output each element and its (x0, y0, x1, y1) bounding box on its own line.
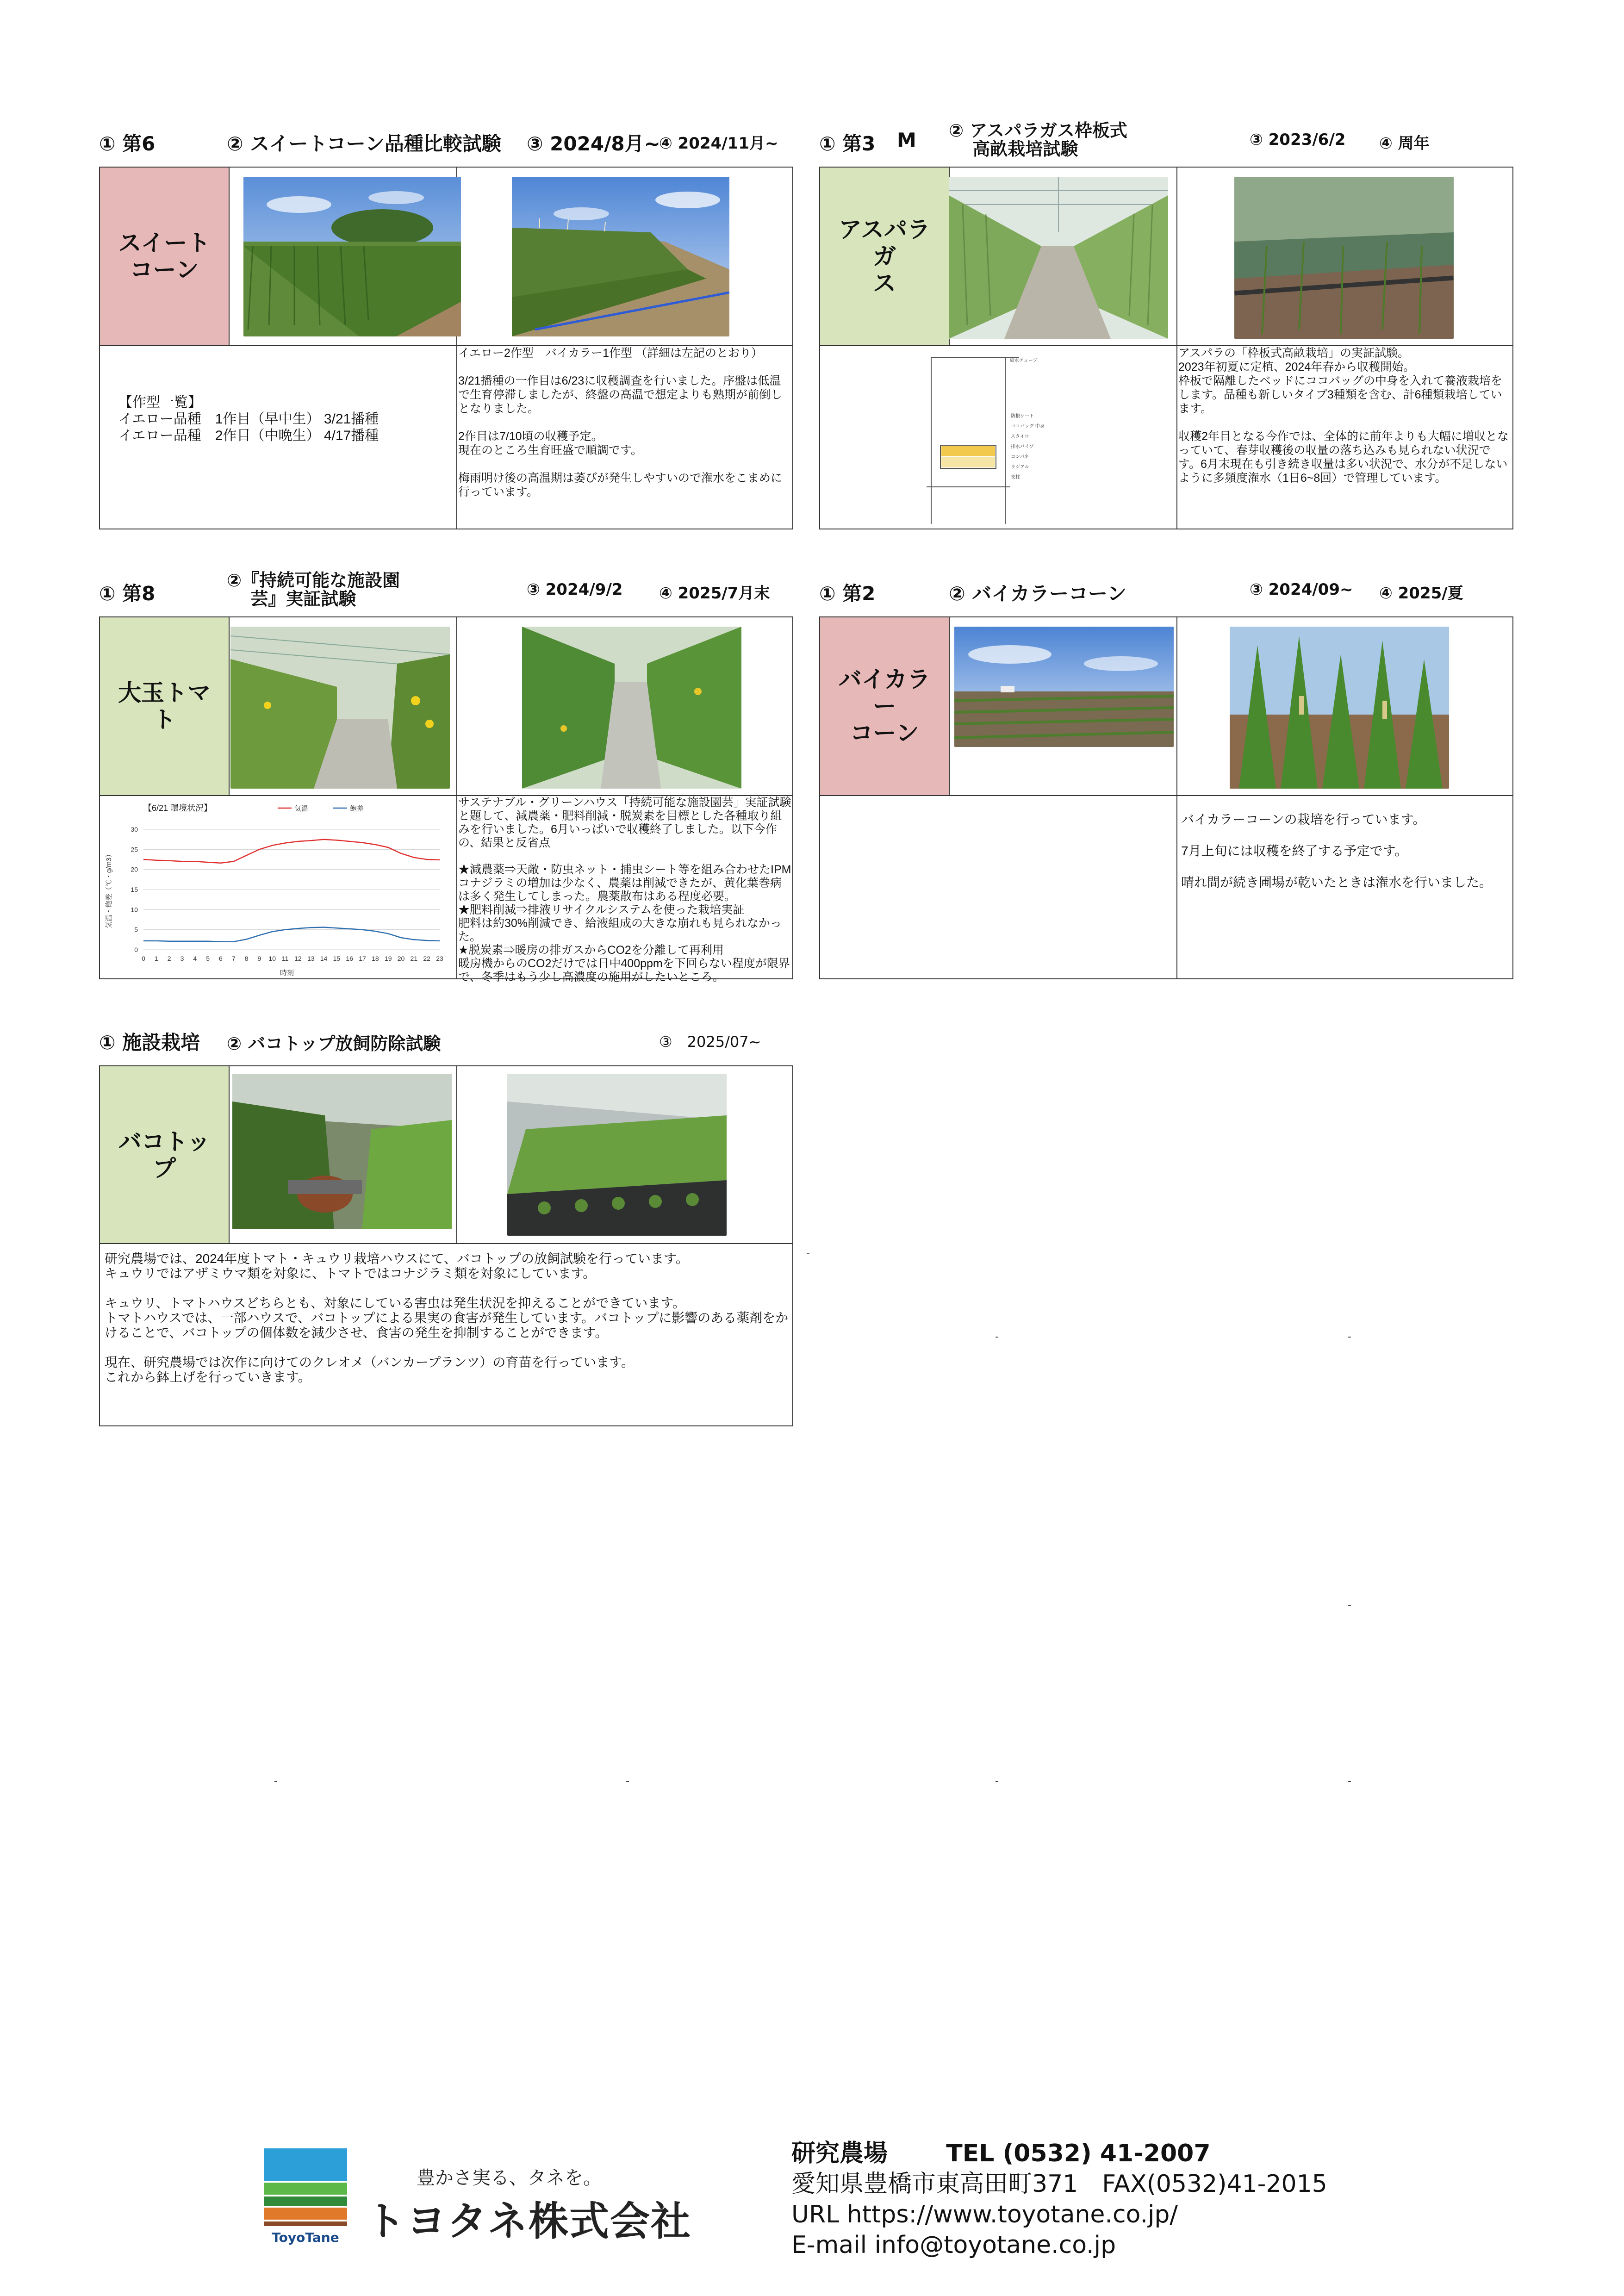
trial-number: ① 第3 (819, 132, 876, 155)
card-tomato (99, 570, 793, 983)
tomato-greenhouse-photo (230, 627, 450, 789)
crop-label: 大玉トマト (100, 617, 229, 795)
x-tick-label: 5 (206, 955, 210, 962)
chart-xlabel: 時刻 (280, 969, 294, 977)
asparagus-bed-photo (1234, 177, 1454, 339)
crop-label: バコトップ (100, 1066, 229, 1244)
end-date: ④ 2025/夏 (1379, 584, 1463, 603)
y-tick-label: 20 (131, 865, 138, 873)
diagram-label: 防根シート (1011, 414, 1034, 419)
x-tick-label: 13 (307, 955, 315, 962)
slogan: 豊かさ実る、タネを。 (417, 2167, 602, 2189)
x-tick-label: 8 (244, 955, 249, 962)
greenhouse-plant-photo (232, 1074, 452, 1229)
trial-title: ② バイカラーコーン (949, 582, 1127, 605)
legend-label: 気温 (294, 805, 309, 813)
address: 愛知県豊橋市東高田町371 FAX(0532)41-2015 (791, 2170, 1327, 2198)
dash-mark: - (995, 1331, 999, 1343)
bicolor-field-photo (954, 627, 1174, 747)
trial-number: ① 施設栽培 (99, 1031, 200, 1054)
environment-chart (102, 797, 454, 978)
trial-suffix: M (897, 129, 916, 151)
trial-table (99, 616, 793, 983)
x-tick-label: 2 (167, 955, 171, 962)
bicolor-closeup-photo (1230, 627, 1449, 789)
company-logo (264, 2148, 347, 2246)
trial-number: ① 第8 (99, 582, 156, 605)
trial-title: ② アスパラガス枠板式 高畝栽培試験 (949, 120, 1127, 159)
trial-notes-text: サステナブル・グリーンハウス「持続可能な施設園芸」実証試験と題して、減農薬・肥料削減・脱炭素を目標とした各種取り組みを行いました。6月いっぱいで収穫終了しました。以下今作の、結果と反省点 ★減農薬⇒天敵・防虫ネット・捕虫シート等を組み合わせたIPM コナジラミの増加は少なく、農薬は削減できたが、黄化葉巻病は多く発生してしまった。農薬散布はある程度必要。 ★肥料削減⇒排液リサイクルシステムを使った栽培実証 肥料は約30%削減でき、給液組成の大きな崩れも見られなかった。 ★脱炭素⇒暖房の排ガスからCO2を分離して再利用 暖房機からのCO2だけでは日中400ppmを下回らない程度が限界で、冬季はもう少し高濃度の施用がしたいところ。 (458, 796, 791, 983)
card-header (99, 570, 793, 620)
corn-row-photo (512, 177, 729, 336)
dash-mark: - (274, 1775, 278, 1787)
x-tick-label: 10 (268, 955, 276, 962)
trial-title: ② バコトップ放飼防除試験 (227, 1033, 441, 1054)
x-tick-label: 7 (231, 955, 236, 962)
x-tick-label: 21 (410, 955, 418, 962)
dash-mark: - (1348, 1331, 1351, 1343)
trial-title: ② スイートコーン品種比較試験 (227, 132, 501, 155)
diagram-label: 支柱 (1011, 475, 1020, 480)
x-tick-label: 6 (219, 955, 223, 962)
x-tick-label: 22 (423, 955, 430, 962)
x-tick-label: 14 (320, 955, 328, 962)
start-date: ③ 2025/07~ (659, 1033, 761, 1051)
website-link[interactable]: URL https://www.toyotane.co.jp/ (791, 2201, 1178, 2228)
card-sweet-corn (99, 129, 793, 531)
company-name: トヨタネ株式会社 (366, 2198, 691, 2245)
end-date: ④ 周年 (1379, 134, 1430, 153)
trial-notes-text: イエロー2作型 バイカラー1作型 （詳細は左記のとおり） 3/21播種の一作目は6/23に収穫調査を行いました。序盤は低温で生育停滞しましたが、終盤の高温で想定よりも熟期が前倒しとなりました。 2作目は7/10頃の収穫予定。 現在のところ生育旺盛で順調です。 梅雨明け後の高温期は萎びが発生しやすいので潅水をこまめに行っています。 (458, 347, 783, 498)
diagram-label: コンパネ (1011, 454, 1029, 460)
card-asparagus (819, 120, 1513, 531)
trial-number: ① 第6 (99, 132, 156, 155)
tomato-row-photo (522, 627, 741, 789)
x-tick-label: 1 (154, 955, 158, 962)
telephone: TEL (0532) 41-2007 (946, 2140, 1211, 2167)
x-tick-label: 16 (346, 955, 354, 962)
chart-title: 【6/21 環境状況】 (143, 803, 212, 813)
y-tick-label: 10 (131, 906, 138, 914)
trial-number: ① 第2 (819, 582, 876, 605)
y-tick-label: 25 (131, 846, 138, 853)
x-tick-label: 19 (384, 955, 392, 962)
crop-label: バイカラー コーン (820, 617, 949, 795)
cleome-seedlings-photo (507, 1074, 727, 1236)
card-header (99, 1027, 793, 1069)
email-link[interactable]: E-mail info@toyotane.co.jp (791, 2231, 1116, 2259)
dash-mark: - (806, 1248, 810, 1259)
crop-schedule-text: 【作型一覧】 イエロー品種 1作目（早中生） 3/21播種 イエロー品種 2作目（中晩生） 4/17播種 (118, 395, 379, 443)
x-tick-label: 12 (294, 955, 302, 962)
dept-name: 研究農場 (791, 2140, 888, 2167)
card-header (819, 579, 1513, 620)
card-bakotop (99, 1027, 793, 1435)
y-tick-label: 5 (134, 926, 138, 933)
logo-text: ToyoTane (272, 2230, 339, 2245)
x-tick-label: 17 (359, 955, 366, 962)
crop-label: スイート コーン (100, 168, 229, 345)
legend-label: 飽差 (350, 805, 364, 813)
corn-field-photo (243, 177, 461, 336)
x-tick-label: 3 (180, 955, 184, 962)
x-tick-label: 15 (333, 955, 341, 962)
trial-notes-text: アスパラの「枠板式高畝栽培」の実証試験。 2023年初夏に定植、2024年春から収穫開始。 枠板で隔離したベッドにココバッグの中身を入れて養液栽培をします。品種も新しいタイプ3種類を含む、計6種類栽培しています。 収穫2年目となる今作では、全体的に前年よりも大幅に増収となっていて、春芽収穫後の収量の落ち込みも見られない状況です。6月末現在も引き続き収量は多い状況で、水分が不足しないように多頻度潅水（1日6~8回）で管理しています。 (1178, 347, 1509, 485)
x-tick-label: 18 (372, 955, 379, 962)
dash-mark: - (1348, 1775, 1351, 1787)
start-date: ③ 2024/09~ (1250, 580, 1353, 599)
chart-ylabel: 気温・飽差（℃・g/m3） (105, 850, 113, 929)
x-tick-label: 20 (397, 955, 405, 962)
y-tick-label: 15 (131, 886, 138, 893)
end-date: ④ 2025/7月末 (659, 584, 770, 603)
x-tick-label: 0 (142, 955, 145, 962)
dash-mark: - (1348, 1599, 1351, 1611)
x-tick-label: 4 (193, 955, 197, 962)
trial-table (819, 167, 1513, 529)
trial-title: ②『持続可能な施設園 芸』実証試験 (227, 570, 400, 609)
x-tick-label: 23 (436, 955, 443, 962)
trial-notes-text: バイカラーコーンの栽培を行っています。 7月上旬には収穫を終了する予定です。 晴れ間が続き圃場が乾いたときは潅水を行いました。 (1181, 812, 1493, 890)
y-tick-label: 30 (131, 826, 138, 833)
card-header (819, 120, 1513, 170)
start-date: ③ 2024/8月~ (527, 132, 660, 155)
diagram-label: 排水パイプ (1011, 444, 1034, 449)
trial-notes-text: 研究農場では、2024年度トマト・キュウリ栽培ハウスにて、バコトップの放飼試験を行っています。 キュウリではアザミウマ類を対象に、トマトではコナジラミ類を対象にしています。 キュウリ、トマトハウスどちらとも、対象にしている害虫は発生状況を抑えることができています。 トマトハウスでは、一部ハウスで、バコトップによる果実の食害が発生しています。バコトップに影響のある薬剤をかけることで、バコトップの個体数を減少させ、食害の発生を抑制することができます。 現在、研究農場では次作に向けてのクレオメ（バンカープランツ）の育苗を行っています。 これから鉢上げを行っていきます。 (105, 1251, 789, 1384)
x-tick-label: 11 (281, 955, 289, 962)
diagram-label: ラジアル (1011, 465, 1029, 470)
greenhouse-aisle-photo (949, 177, 1168, 339)
diagram-label: 給水チューブ (1010, 358, 1038, 363)
card-bicolor-corn (819, 579, 1513, 981)
trial-table (99, 167, 793, 529)
diagram-label: ココバッグ 中身 (1011, 424, 1045, 429)
start-date: ③ 2024/9/2 (527, 580, 623, 599)
dash-mark: - (995, 1775, 999, 1787)
trial-table (819, 616, 1513, 979)
footer (259, 2138, 1370, 2259)
contact-block (791, 2138, 1370, 2260)
crop-label: アスパラガ ス (820, 168, 949, 345)
y-tick-label: 0 (134, 946, 138, 953)
end-date: ④ 2024/11月~ (659, 134, 778, 153)
trial-table (99, 1065, 793, 1426)
dash-mark: - (626, 1775, 629, 1787)
raised-bed-diagram (913, 348, 1089, 529)
diagram-label: スタイロ (1011, 434, 1029, 439)
x-tick-label: 9 (257, 955, 261, 962)
card-header (99, 129, 793, 170)
start-date: ③ 2023/6/2 (1250, 131, 1346, 149)
